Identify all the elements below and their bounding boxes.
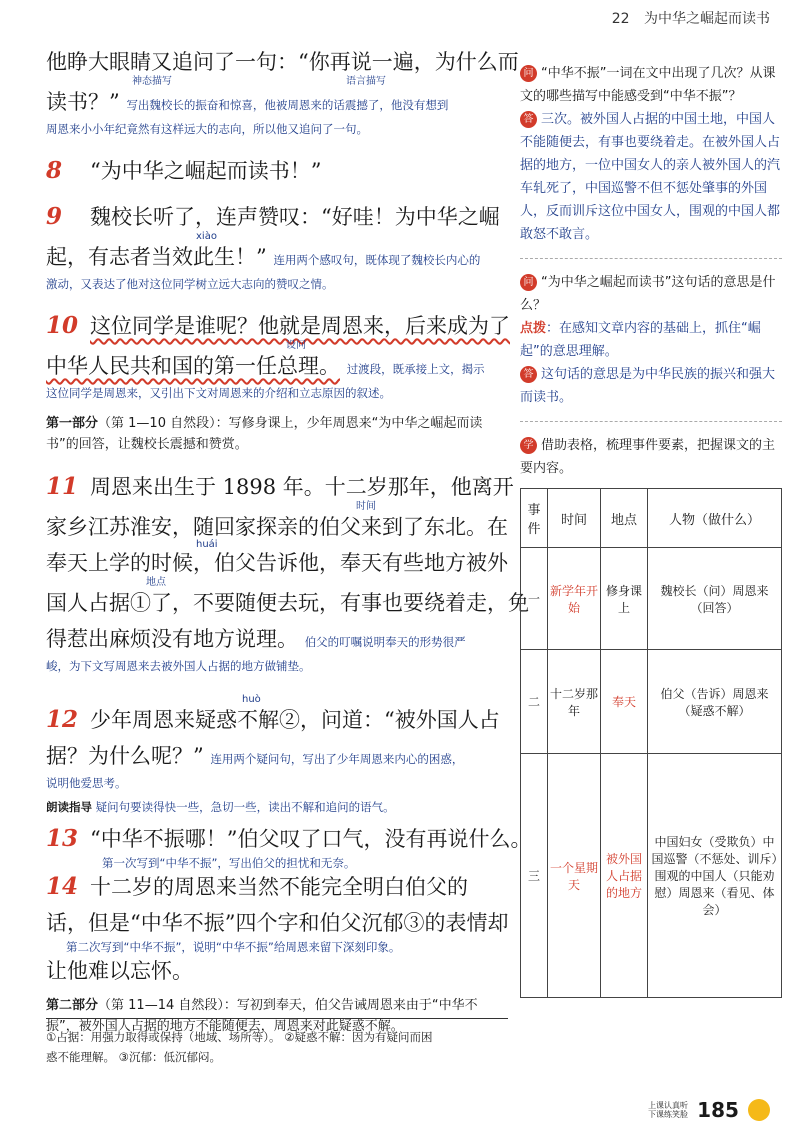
- question-text: “中华不振”一词在文中出现了几次？从课文的哪些描写中能感受到“中华不振”？: [520, 66, 776, 104]
- footer-slogan: 上课认真听 下课练笑脸: [648, 1101, 689, 1119]
- task-badge: 学: [520, 437, 537, 454]
- summary-label: 第二部分: [46, 998, 99, 1013]
- divider: [520, 421, 782, 422]
- main-text-column: [46, 48, 532, 1037]
- answer-text: 这句话的意思是为中华民族的振兴和强大而读书。: [520, 367, 776, 405]
- table-row: [521, 650, 782, 754]
- event-table: [520, 488, 782, 998]
- annotation-ruby: 地点: [146, 577, 166, 588]
- paragraph-7: [46, 48, 519, 139]
- hint: [520, 317, 782, 363]
- answer-1: [520, 108, 782, 246]
- question-text: “为中华之崛起而读书”这句话的意思是什么？: [520, 275, 776, 313]
- column-header: 地点: [601, 489, 648, 548]
- question-badge: 问: [520, 65, 537, 82]
- table-header-row: [521, 489, 782, 548]
- question-2: [520, 271, 782, 317]
- section-summary-1: [46, 413, 508, 455]
- margin-note: 第一次写到“中华不振”，写出伯父的担忧和无奈。: [102, 856, 356, 870]
- task-text: 借助表格，梳理事件要素，把握课文的主要内容。: [520, 438, 776, 476]
- divider: [520, 258, 782, 259]
- footnotes: [46, 1018, 508, 1067]
- hint-label: 点拨: [520, 321, 547, 336]
- sidebar-qa: [520, 62, 782, 998]
- reading-guide: [46, 799, 508, 815]
- text-line: 让他难以忘怀。: [46, 959, 193, 983]
- answer-2: [520, 363, 782, 409]
- text-line: “为中华之崛起而读书！”: [90, 159, 322, 183]
- table-cell: 被外国人占据的地方: [601, 754, 648, 998]
- summary-label: 第一部分: [46, 416, 99, 431]
- text-line: 中华人民共和国的第一任总理。: [46, 354, 340, 378]
- footnote-line: ①占据：用强力取得或保持（地域、场所等）。 ②疑惑不解：因为有疑问而困: [46, 1030, 433, 1044]
- table-cell: 一: [521, 548, 548, 650]
- text-line: 魏校长听了，连声赞叹：“好哇！为中华之崛: [90, 205, 500, 229]
- summary-text: （第 1—10 自然段）：写修身课上，少年周恩来“为中华之崛起而读书”的回答，让魏校长震撼和赞赏。: [46, 416, 483, 452]
- margin-note: 第二次写到“中华不振”，说明“中华不振”给周恩来留下深刻印象。: [66, 940, 401, 954]
- margin-note: 这位同学是周恩来，又引出下文对周恩来的介绍和立志原因的叙述。: [46, 386, 391, 400]
- table-cell: 奉天: [601, 650, 648, 754]
- paragraph-14: [46, 873, 508, 985]
- margin-note: 写出魏校长的振奋和惊喜，他被周恩来的话震撼了，他没有想到: [126, 98, 449, 112]
- text-line: 据？为什么呢？”: [46, 744, 204, 768]
- column-header: 事件: [521, 489, 548, 548]
- margin-note: 连用两个疑问句，写出了少年周恩来内心的困惑，: [210, 752, 464, 766]
- paragraph-8: [46, 157, 508, 185]
- text-line: 得惹出麻烦没有地方说理。: [46, 627, 298, 651]
- table-row: [521, 754, 782, 998]
- text-line: 他睁大眼睛又追问了一句：“你再说一遍，为什么而: [46, 50, 519, 74]
- text-line: “中华不振哪！”伯父叹了口气，没有再说什么。: [90, 827, 532, 851]
- reading-guide-label: 朗读指导: [46, 800, 92, 814]
- text-line: 少年周恩来疑惑不解②，问道：“被外国人占: [90, 708, 500, 732]
- paragraph-13: [46, 825, 532, 873]
- paragraph-10: [46, 312, 508, 403]
- pinyin: huò: [242, 694, 261, 705]
- table-cell: 一个星期天: [548, 754, 601, 998]
- paragraph-number: 11: [46, 473, 79, 500]
- footnote-line: 惑不能理解。 ③沉郁：低沉郁闷。: [46, 1050, 221, 1064]
- lesson-number: 22: [611, 11, 630, 27]
- table-cell: 三: [521, 754, 548, 998]
- lesson-title: 为中华之崛起而读书: [644, 11, 770, 27]
- answer-badge: 答: [520, 111, 537, 128]
- star-mascot-icon: [748, 1099, 770, 1121]
- text-line: 读书？”: [46, 90, 120, 114]
- table-row: [521, 548, 782, 650]
- table-cell: 修身课上: [601, 548, 648, 650]
- text-line: 奉天上学的时候，伯父告诉他，奉天有些地方被外: [46, 551, 508, 575]
- reading-guide-text: 疑问句要读得快一些，急切一些，读出不解和追问的语气。: [95, 800, 395, 814]
- text-line: 十二岁的周恩来当然不能完全明白伯父的: [90, 875, 468, 899]
- text-line: 家乡江苏淮安，随回家探亲的伯父来到了东北。在: [46, 515, 508, 539]
- paragraph-9: [46, 203, 508, 294]
- task-prompt: [520, 434, 782, 480]
- column-header: 人物（做什么）: [648, 489, 782, 548]
- page-number: 185: [697, 1098, 739, 1122]
- margin-note: 说明他爱思考。: [46, 776, 127, 790]
- text-line: 这位同学是谁呢？他就是周恩来，后来成为了: [90, 314, 510, 338]
- paragraph-number: 8: [46, 157, 63, 184]
- paragraph-number: 13: [46, 825, 79, 852]
- column-header: 时间: [548, 489, 601, 548]
- pinyin: huái: [196, 539, 218, 550]
- paragraph-number: 14: [46, 873, 79, 900]
- margin-note: 连用两个感叹句，既体现了魏校长内心的: [273, 253, 481, 267]
- answer-text: 三次。被外国人占据的中国土地，中国人不能随便去，有事也要绕着走。在被外国人占据的地方，一位中国女人的亲人被外国人的汽车轧死了，中国巡警不但不惩处肇事的外国人，反而训斥这位中国女人，围观的中国人都敢怒不敢言。: [520, 112, 781, 242]
- paragraph-12: [46, 694, 508, 793]
- annotation-ruby: 设问: [286, 340, 306, 351]
- table-cell: 中国妇女（受欺负）中国巡警（不惩处、训斥）围观的中国人（只能劝慰）周恩来（看见、体会）: [648, 754, 782, 998]
- margin-note: 伯父的叮嘱说明奉天的形势很严: [304, 635, 466, 649]
- answer-badge: 答: [520, 366, 537, 383]
- table-cell: 十二岁那年: [548, 650, 601, 754]
- table-cell: 伯父（告诉）周恩来（疑惑不解）: [648, 650, 782, 754]
- pinyin: xiào: [196, 231, 217, 242]
- page-header: [612, 8, 770, 28]
- text-line: 话，但是“中华不振”四个字和伯父沉郁③的表情却: [46, 911, 509, 935]
- annotation-ruby: 时间: [356, 501, 376, 512]
- page-footer: [648, 1098, 770, 1122]
- paragraph-11: [46, 473, 529, 676]
- text-line: 国人占据①了，不要随便去玩，有事也要绕着走，免: [46, 591, 529, 615]
- paragraph-number: 9: [46, 203, 63, 230]
- table-cell: 魏校长（问）周恩来（回答）: [648, 548, 782, 650]
- text-line: 周恩来出生于 1898 年。十二岁那年，他离开: [90, 475, 514, 499]
- table-cell: 二: [521, 650, 548, 754]
- paragraph-number: 10: [46, 312, 79, 339]
- question-badge: 问: [520, 274, 537, 291]
- margin-note: 峻，为下文写周恩来去被外国人占据的地方做铺垫。: [46, 659, 311, 673]
- summary-text: （第 11—14 自然段）：写初到奉天，伯父告诫周恩来由于“中华不振”，被外国人占据的地方不能随便去，周恩来对此疑惑不解。: [46, 998, 478, 1034]
- margin-note: 周恩来小小年纪竟然有这样远大的志向，所以他又追问了一句。: [46, 122, 368, 136]
- table-cell: 新学年开始: [548, 548, 601, 650]
- margin-note: 过渡段，既承接上文，揭示: [346, 362, 485, 376]
- question-1: [520, 62, 782, 108]
- annotation-ruby: 语言描写: [346, 76, 386, 87]
- hint-text: ：在感知文章内容的基础上，抓住“崛起”的意思理解。: [520, 321, 761, 359]
- annotation-ruby: 神态描写: [132, 76, 172, 87]
- text-line: 起，有志者当效此生！”: [46, 245, 267, 269]
- paragraph-number: 12: [46, 706, 79, 733]
- margin-note: 激动，又表达了他对这位同学树立远大志向的赞叹之情。: [46, 277, 334, 291]
